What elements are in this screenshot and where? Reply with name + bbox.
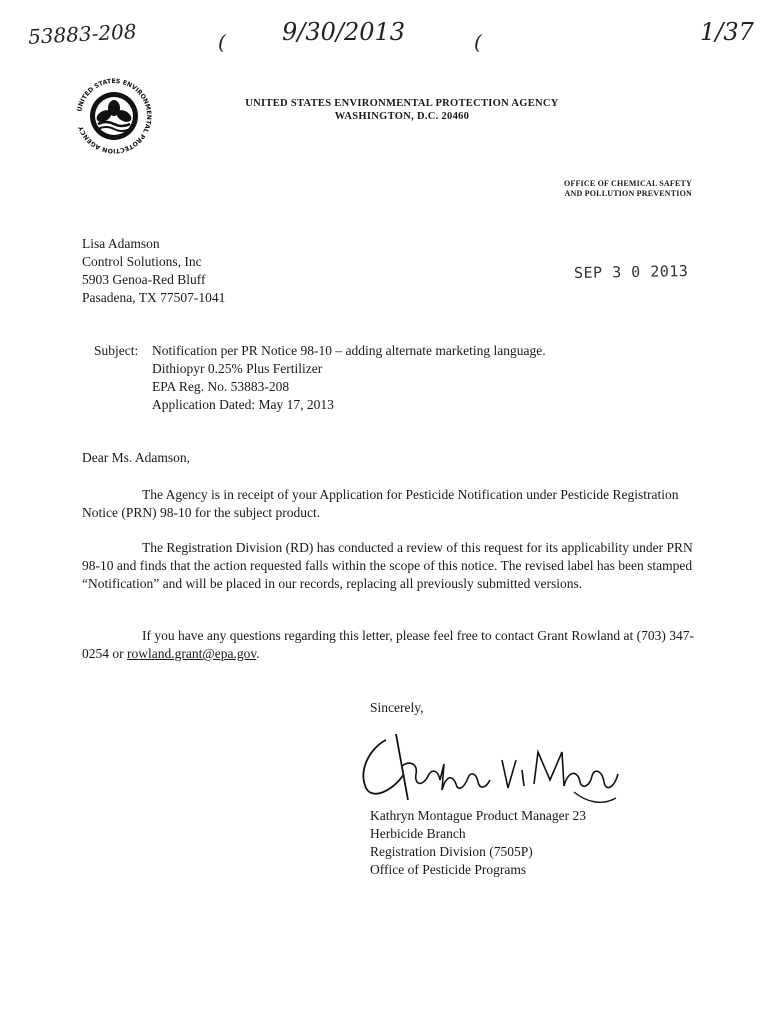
recipient-company: Control Solutions, Inc bbox=[82, 254, 202, 269]
paragraph-review: The Registration Division (RD) has conducted a review of this request for its applicability under PRN 98-10 and finds that the action requested falls within the scope of this notice. The revised label has been stamped “Notification” and will be placed in our records, replacing all previously submitted versions. bbox=[82, 540, 693, 591]
contact-email-link[interactable]: rowland.grant@epa.gov bbox=[127, 646, 257, 661]
agency-city: WASHINGTON, D.C. 20460 bbox=[334, 111, 470, 122]
recipient-street: 5903 Genoa-Red Bluff bbox=[82, 272, 206, 287]
signer-division: Registration Division (7505P) bbox=[370, 844, 533, 859]
contact-text: If you have any questions regarding this letter, please feel free to contact Grant Rowland at (703) 347-0254 or bbox=[82, 628, 695, 661]
signer-branch: Herbicide Branch bbox=[370, 826, 466, 841]
handwritten-date: 9/30/2013 bbox=[282, 18, 406, 46]
signer-office: Office of Pesticide Programs bbox=[370, 862, 527, 877]
signer-name-title: Kathryn Montague Product Manager 23 bbox=[370, 808, 586, 823]
recipient-name: Lisa Adamson bbox=[82, 236, 160, 251]
subject-line-2: Dithiopyr 0.25% Plus Fertilizer bbox=[152, 361, 323, 376]
paragraph-receipt: The Agency is in receipt of your Application for Pesticide Notification under Pesticide Registration Notice (PRN) 98-10 for the subject product. bbox=[82, 487, 679, 520]
salutation: Dear Ms. Adamson, bbox=[82, 450, 190, 465]
office-line-1: OFFICE OF CHEMICAL SAFETY bbox=[563, 179, 692, 188]
subject-label: Subject: bbox=[94, 343, 139, 358]
recipient-city: Pasadena, TX 77507-1041 bbox=[82, 290, 226, 305]
handwritten-paren-left: ( bbox=[218, 30, 226, 54]
subject-line-4: Application Dated: May 17, 2013 bbox=[152, 397, 334, 412]
signature bbox=[352, 730, 622, 812]
subject-line-3: EPA Reg. No. 53883-208 bbox=[152, 379, 290, 394]
subject-line-1: Notification per PR Notice 98-10 – adding alternate marketing language. bbox=[152, 343, 546, 358]
agency-name: UNITED STATES ENVIRONMENTAL PROTECTION AGENCY bbox=[245, 98, 559, 109]
handwritten-paren-right: ( bbox=[474, 30, 482, 54]
handwritten-page-number: 1/37 bbox=[700, 18, 754, 46]
paragraph-contact bbox=[82, 627, 704, 663]
handwritten-reg-number: 53883-208 bbox=[27, 19, 138, 49]
closing-sincerely: Sincerely, bbox=[370, 700, 424, 715]
seal-text: UNITED STATES ENVIRONMENTAL PROTECTION AGENCY bbox=[76, 77, 153, 155]
epa-seal-logo bbox=[72, 74, 156, 158]
contact-end: . bbox=[256, 646, 260, 661]
date-stamp: SEP 3 0 2013 bbox=[573, 262, 689, 282]
office-line-2: AND POLLUTION PREVENTION bbox=[564, 189, 692, 198]
